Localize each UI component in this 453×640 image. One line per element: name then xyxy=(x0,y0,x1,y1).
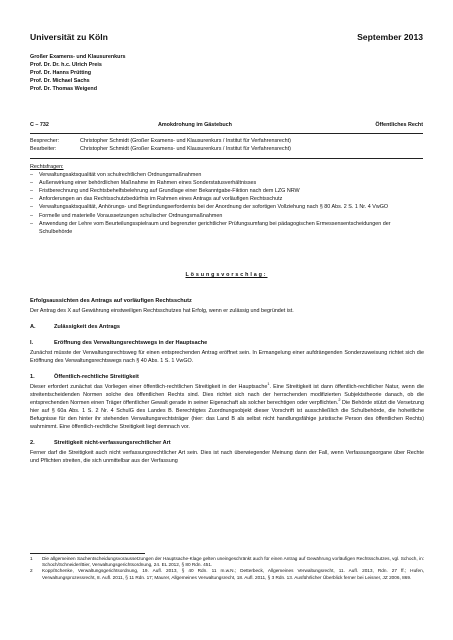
university-name: Universität zu Köln xyxy=(30,32,108,42)
paragraph: Ferner darf die Streitigkeit auch nicht verfassungsrechtlicher Art sein. Dies ist nach überwiegender Meinung dann der Fall, wenn Verfassungsorgane über Rechte und Pflichten streiten, die sich unmittelbar aus der Verfassung xyxy=(30,450,424,464)
divider-rule xyxy=(30,158,423,159)
paragraph: Der Antrag des X auf Gewährung einstweiligen Rechtsschutzes hat Erfolg, wenn er zulässig und begründet ist. xyxy=(30,308,294,314)
professor-name: Prof. Dr. Hanns Prütting xyxy=(30,70,92,77)
footnotes xyxy=(30,556,424,581)
course-title: Großer Examens- und Klausurenkurs xyxy=(30,54,126,60)
heading-a xyxy=(30,323,424,331)
professor-name: Prof. Dr. Thomas Weigend xyxy=(30,86,97,93)
footnote-item xyxy=(30,556,424,568)
legal-question-item: – Anforderungen an das Rechtsschutzbedürfnis im Rahmen eines Antrags auf vorläufigen Rechtsschutz xyxy=(30,195,425,203)
paragraph-text: . Eine Streitigkeit ist dann öffentlich-rechtlicher Natur, wenn die streitentscheidenden Normen solche des öffentlichen Rechts sind. Dies richtet sich nach der herrschenden modifizierten Subjektstheorie danach, ob die entsprechenden Normen einen Träger öffentlicher Gewalt gerade in seiner Eigenschaft als solcher berechtigen oder verpflichten. xyxy=(30,384,424,406)
heading-number: A. xyxy=(30,324,36,330)
paragraph: Zunächst müsste der Verwaltungsrechtsweg für einen entsprechenden Antrag eröffnet sein. In Ermangelung einer aufdrängenden Sonderzuweisung richtet sich die Eröffnung des Verwaltungsrechtswegs nach § 40 Abs. 1 S. 1 VwGO. xyxy=(30,350,424,364)
solution-body xyxy=(30,297,424,465)
heading-number: I. xyxy=(30,340,34,346)
heading-text: Zulässigkeit des Antrags xyxy=(54,324,121,330)
heading-text: Streitigkeit nicht-verfassungsrechtlicher Art xyxy=(54,440,171,446)
header-date: September 2013 xyxy=(357,32,423,42)
footnote-number: 1 xyxy=(30,556,33,561)
case-title: Amokdrohung im Gästebuch xyxy=(158,122,232,128)
reviewer-label: Besprecher: xyxy=(30,138,60,144)
heading-2 xyxy=(30,439,424,447)
footnote-ref[interactable]: 2 xyxy=(338,398,341,403)
heading-number: 1. xyxy=(30,374,35,380)
heading-1 xyxy=(30,373,424,381)
legal-question-item: – Formelle und materielle Voraussetzungen schulischer Ordnungsmaßnahmen xyxy=(30,212,425,220)
heading-text: Öffentlich-rechtliche Streitigkeit xyxy=(54,374,139,380)
paragraph-text: Die Behörde stützt die Versetzung hier auf § 60a Abs. 1 S. 2 Nr. 4 SchulG des Landes B. Berechtigtes Zuordnungsobjekt dieser Vorschrift ist ausschließlich die Schulbehörde, die hoheitliche Befugnisse für den hinter ihr stehenden Verwaltungsrechtsträger (hier: das Land B als selbst nicht handlungsfähige juristische Person des öffentlichen Rechts) wahrnimmt. Eine öffentlich-rechtliche Streitigkeit liegt demnach vor. xyxy=(30,400,424,430)
people-block xyxy=(30,137,430,153)
footnote-text: Die allgemeinen Sachentscheidungsvoraussetzungen der Hauptsache-Klage gelten uneingeschränkt auch für einen Antrag auf Gewährung vorläufigen Rechtsschutzes, vgl. Schoch, in: Schoch/Schneider/Bier, Verwaltungsgerichtsordnung, 24. EL 2012, § 80 Rdn. 451. xyxy=(42,556,424,568)
solution-heading: Lösungsvorschlag: xyxy=(185,272,268,278)
reviewer-value: Christopher Schmidt (Großer Examens- und Klausurenkurs / Institut für Verfahrensrecht) xyxy=(80,138,291,144)
legal-questions-heading: Rechtsfragen: xyxy=(30,164,64,170)
paragraph-text: Dieser erfordert zunächst das Vorliegen einer öffentlich-rechtlichen Streitigkeit in der Hauptsache xyxy=(30,384,268,390)
course-block xyxy=(30,53,126,93)
heading-i xyxy=(30,339,424,347)
professor-name: Prof. Dr. Dr. h.c. Ulrich Preis xyxy=(30,62,102,69)
footnote-ref[interactable]: 1 xyxy=(267,382,270,387)
reviewer-row xyxy=(30,137,430,145)
legal-questions xyxy=(30,163,425,236)
editor-value: Christopher Schmidt (Großer Examens- und Klausurenkurs / Institut für Verfahrensrecht) xyxy=(80,146,291,153)
legal-question-item: – Verwaltungsaktsqualität von schulrechtlichen Ordnungsmaßnahmen xyxy=(30,171,425,179)
editor-row xyxy=(30,145,430,153)
case-area: Öffentliches Recht xyxy=(375,122,423,128)
footnote-item xyxy=(30,568,424,580)
legal-question-item: – Verwaltungsaktsqualität, Anhörungs- und Begründungserfordernis bei der Anordnung der sofortigen Vollziehung nach § 80 Abs. 2 S. 1 Nr. 4 VwGO xyxy=(30,203,425,211)
divider-rule xyxy=(30,133,423,134)
heading-number: 2. xyxy=(30,440,35,446)
legal-question-item: – Fristberechnung und Rechtsbehelfsbelehrung auf Grundlage einer Bekanntgabe-Fiktion nach dem LZG NRW xyxy=(30,187,425,195)
footnote-number: 2 xyxy=(30,568,33,574)
section-title: Erfolgsaussichten des Antrags auf vorläufigen Rechtsschutz xyxy=(30,298,192,304)
case-number: C – 732 xyxy=(30,122,49,128)
legal-questions-list xyxy=(30,171,425,236)
footnote-separator xyxy=(30,553,145,554)
legal-question-item: – Außenwirkung einer behördlichen Maßnahme im Rahmen eines Sonderstatusverhältnisses xyxy=(30,179,425,187)
heading-text: Eröffnung des Verwaltungsrechtswegs in der Hauptsache xyxy=(54,340,208,346)
footnote-text: Kopp/Schenke, Verwaltungsgerichtsordnung, 19. Aufl. 2013, § 40 Rdn. 11 m.w.N.; Detterbeck, Allgemeines Verwaltungsrecht, 11. Aufl. 2013, Rdn. 27 ff.; Hufen, Verwaltungsprozessrecht, 8. Aufl. 2011, § 11 Rdn. 17; Maurer, Allgemeines Verwaltungsrecht, 18. Aufl. 2011, § 3 Rdn. 13. Ausführlicher Überblick ferner bei Leisner, JZ 2006, 869. xyxy=(42,568,424,580)
editor-label: Bearbeiter: xyxy=(30,146,57,153)
paragraph xyxy=(30,383,424,431)
professor-name: Prof. Dr. Michael Sachs xyxy=(30,78,90,85)
legal-question-item: – Anwendung der Lehre vom Beurteilungsspielraum und begrenzter gerichtlicher Prüfungsumfang bei pädagogischen Ermessensentscheidungen der Schulbehörde xyxy=(30,220,425,236)
